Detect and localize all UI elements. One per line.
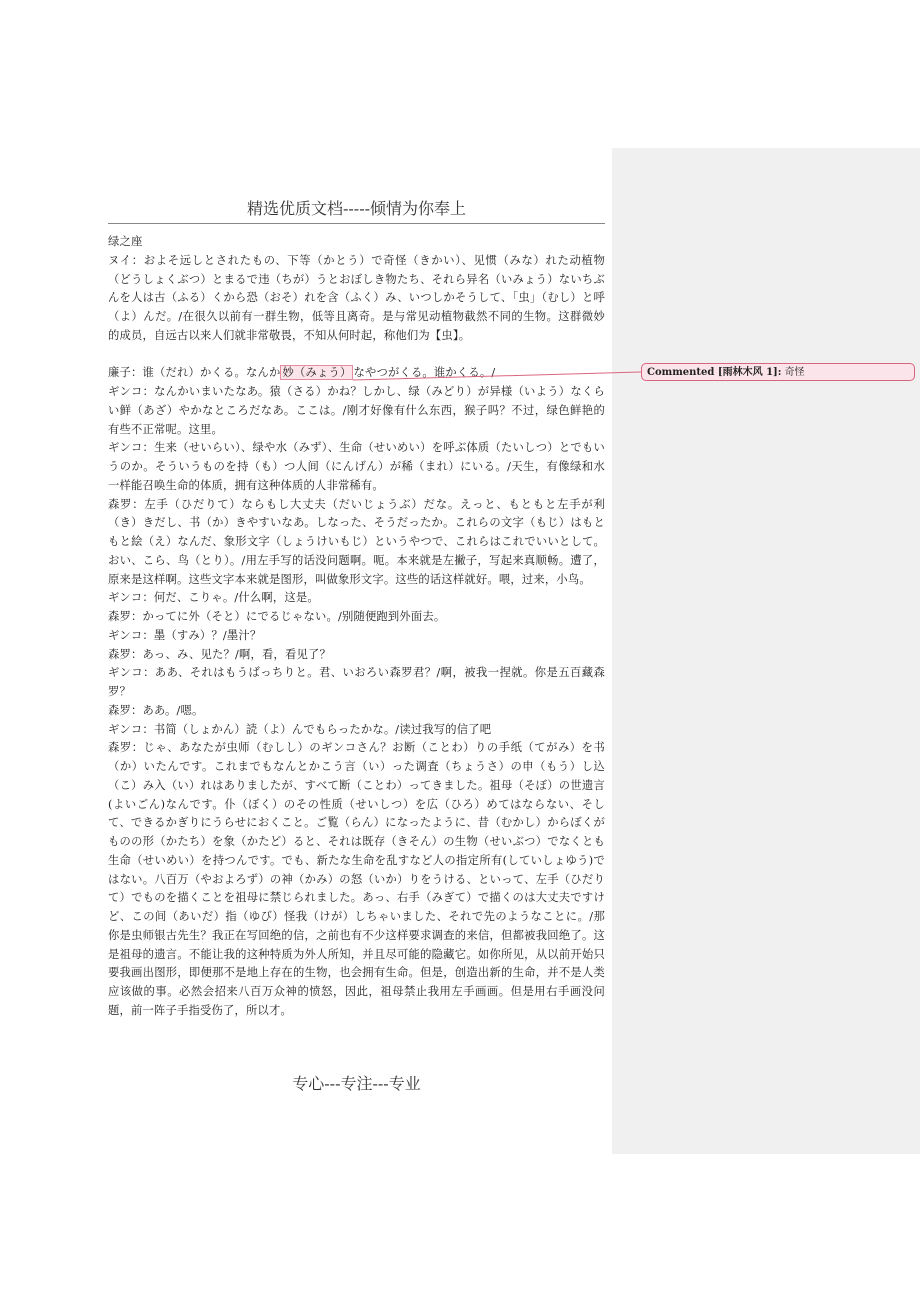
comment-margin-pane [612, 148, 920, 1154]
text-after-comment: なやつがくる。谁かくる。/ [353, 366, 496, 380]
paragraph: ギンコ：墨（すみ）？/墨汁？ [108, 628, 262, 642]
page-header: 精选优质文档-----倾情为你奉上 [108, 196, 605, 224]
paragraph: ヌイ：およそ远しとされたもの、下等（かとう）で奇怪（きかい）、见惯（みな）れた动植物（どうしょくぶつ）とまるで违（ちが）うとおぼしき物たち、それら异名（いみょう）ないちぶんを人は古（ふる）くから恐（おそ）れを含（ふく）み、いつしかそうして、「虫」（むし）と呼（よ）んだ。/在很久以前有一群生物，低等且离奇。是与常见动植物截然不同的生物。这群微妙的成员，自远古以来人们就非常敬畏，不知从何时起，称他们为【虫】。 [108, 253, 605, 342]
paragraph: 森罗：ああ。/嗯。 [108, 703, 204, 717]
comment-text: 奇怪 [784, 367, 805, 378]
paragraph-title: 绿之座 [108, 235, 143, 248]
paragraph: ギンコ：ああ、それはもうばっちりと。君、いおろい森罗君？/啊，被我一捏就。你是五百藏森罗？ [108, 666, 605, 698]
comment-author-label: Commented [雨林木风 1]: [647, 367, 782, 378]
text-before-comment: 廉子：谁（だれ）かくる。なんか [108, 366, 281, 380]
paragraph-commented [108, 364, 605, 383]
document-body[interactable] [108, 233, 605, 1021]
paragraph: ギンコ：生来（せいらい）、绿や水（みず）、生命（せいめい）を呼ぶ体质（たいしつ）とでもいうのか。そういうものを持（も）つ人间（にんげん）が稀（まれ）にいる。/天生，有像绿和水一样能召唤生命的体质，拥有这种体质的人非常稀有。 [108, 441, 605, 492]
paragraph: 森罗：左手（ひだりて）ならもし大丈夫（だいじょうぶ）だな。えっと、もともと左手が利（き）きだし、书（か）きやすいなあ。しなった、そうだったか。これらの文字（もじ）はもともと絵（え）なんだ、象形文字（しょうけいもじ）というやつで、これらはこれでいいとして。おい、こら、鸟（とり）。/用左手写的话没问题啊。呃。本来就是左撇子，写起来真顺畅。遭了，原来是这样啊。这些文字本来就是图形，叫做象形文字。这些的话这样就好。喂，过来，小鸟。 [108, 497, 605, 586]
comment-highlight[interactable]: 妙（みょう） [282, 366, 352, 380]
comment-balloon[interactable] [641, 363, 915, 381]
paragraph: ギンコ：书简（しょかん）読（よ）んでもらったかな。/读过我写的信了吧 [108, 722, 492, 736]
paragraph: 森罗：じゃ、あなたが虫师（むしし）のギンコさん？お断（ことわ）りの手纸（てがみ）を书（か）いたんです。これまでもなんとかこう言（い）った调査（ちょうさ）の申（もう）し込（こ）み入（い）れはありましたが、すべて断（ことわ）ってきました。祖母（そぼ）の世遗言(よいごん)なんです。仆（ぼく）のその性质（せいしつ）を広（ひろ）めてはならない、そして、できるかぎりにうらせにおくこと。ご覧（らん）になったように、昔（むかし）からぼくがものの形（かたち）を象（かたど）ると、それは既存（きそん）の生物（せいぶつ）でなくとも生命（せいめい）を持つんです。でも、新たな生命を乱すなど人の指定所有(していしょゆう)ではない。八百万（やおよろず）の神（かみ）の怒（いか）りをうける、といって、左手（ひだりて）でものを描くことを祖母に禁じられました。あっ、右手（みぎて）で描くのは大丈夫ですけど、この间（あいだ）指（ゆび）怪我（けが）しちゃいました、それで先のようなことに。/那你是虫师银古先生？我正在写回绝的信，之前也有不少这样要求调查的来信，但都被我回绝了。这是祖母的遗言。不能让我的这种特质为外人所知，并且尽可能的隐藏它。如你所见，从以前开始只要我画出图形，即便那不是地上存在的生物，也会拥有生命。但是，创造出新的生命，并不是人类应该做的事。必然会招来八百万众神的愤怒，因此，祖母禁止我用左手画画。但是用右手画没问题，前一阵子手指受伤了，所以才。 [108, 741, 605, 1017]
paragraph: ギンコ：なんかいまいたなあ。猿（さる）かね？しかし、绿（みどり）が异様（いよう）なくらい鲜（あざ）やかなところだなあ。ここは。/刚才好像有什么东西，猴子吗？不过，绿色鲜艳的有些不正常呢。这里。 [108, 385, 605, 436]
blank-line [108, 346, 605, 365]
paragraph: 森罗：あっ、み、见た？/啊，看，看见了？ [108, 647, 332, 661]
paragraph: 森罗：かってに外（そと）にでるじゃない。/别随便跑到外面去。 [108, 610, 446, 623]
page-footer: 专心---专注---专业 [292, 1074, 421, 1093]
paragraph: ギンコ：何だ、こりゃ。/什么啊，这是。 [108, 591, 319, 605]
